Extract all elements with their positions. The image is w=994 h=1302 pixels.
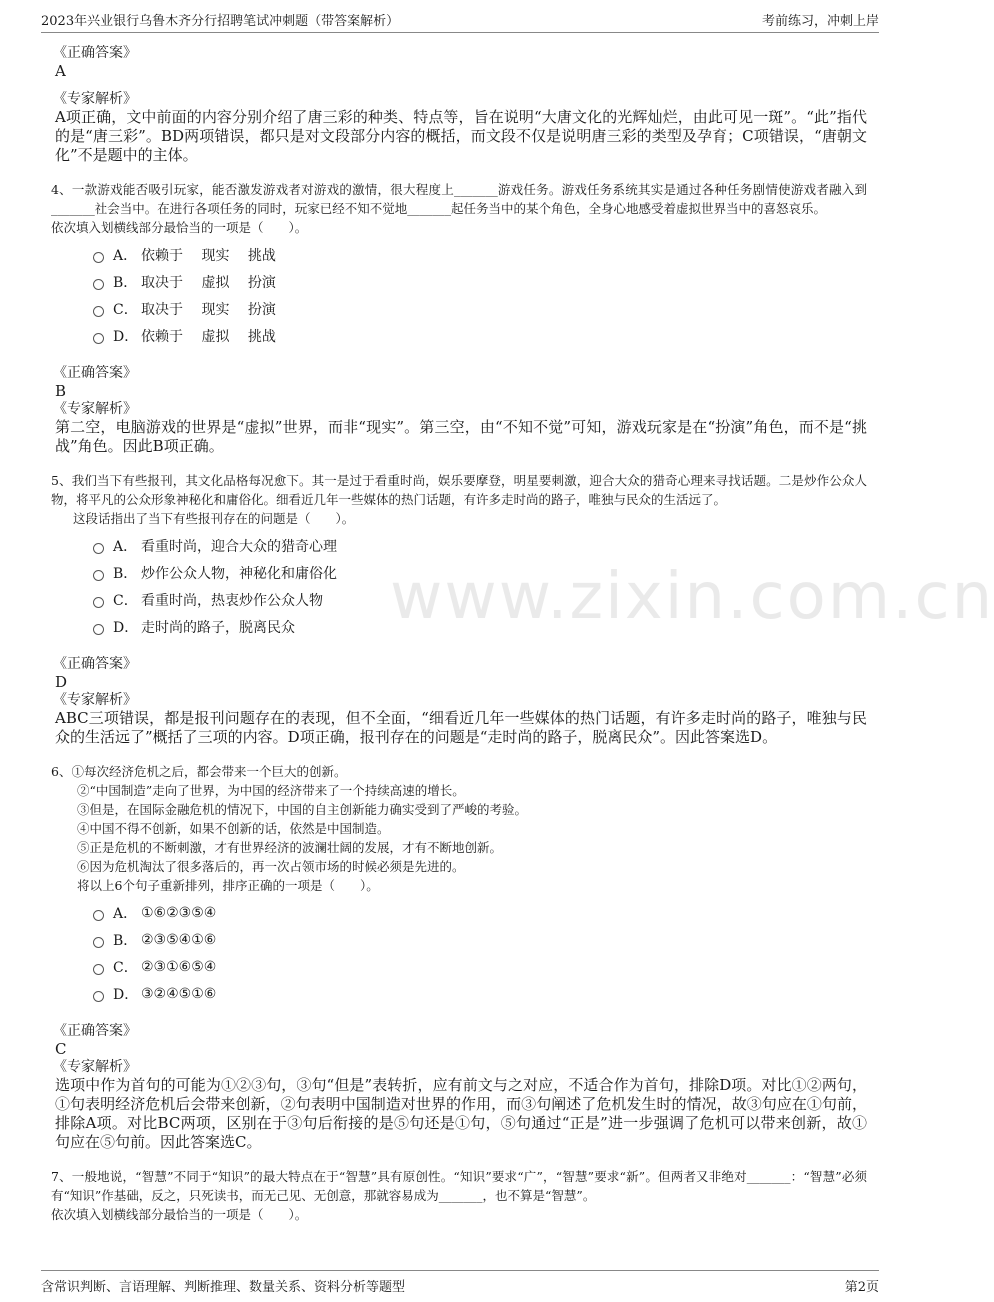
option-d[interactable] xyxy=(93,613,867,640)
option-c[interactable] xyxy=(93,953,867,980)
answer-value: D xyxy=(55,673,68,691)
question-prompt: 将以上6个句子重新排列，排序正确的一项是（ ）。 xyxy=(77,878,379,893)
option-text: 依赖于 虚拟 挑战 xyxy=(141,328,276,345)
option-letter: D． xyxy=(113,619,139,636)
option-letter: A． xyxy=(113,538,138,555)
question-prompt: 依次填入划横线部分最恰当的一项是（ ）。 xyxy=(51,220,308,235)
option-b[interactable] xyxy=(93,268,867,295)
question-5 xyxy=(51,471,867,747)
option-text: ②③①⑥⑤④ xyxy=(141,958,217,975)
option-c[interactable] xyxy=(93,295,867,322)
option-letter: C． xyxy=(113,301,138,318)
analysis-text: 第二空，电脑游戏的世界是“虚拟”世界，而非“现实”。第三空，由“不知不觉”可知，游戏玩家是在“扮演”角色，而不是“挑战”角色。因此B项正确。 xyxy=(55,418,867,455)
option-text: 依赖于 现实 挑战 xyxy=(141,247,276,264)
option-letter: A． xyxy=(113,247,138,264)
radio-icon[interactable] xyxy=(93,252,104,263)
radio-icon[interactable] xyxy=(93,333,104,344)
option-d[interactable] xyxy=(93,322,867,349)
option-letter: B． xyxy=(113,565,138,582)
sentence-4: ④中国不得不创新，如果不创新的话，依然是中国制造。 xyxy=(77,821,390,836)
radio-icon[interactable] xyxy=(93,991,104,1002)
option-text: 走时尚的路子，脱离民众 xyxy=(141,619,295,636)
page-footer xyxy=(41,1270,879,1295)
option-text: 看重时尚，迎合大众的猎奇心理 xyxy=(141,538,337,555)
analysis-label: 《专家解析》 xyxy=(53,91,137,107)
radio-icon[interactable] xyxy=(93,910,104,921)
radio-icon[interactable] xyxy=(93,570,104,581)
option-c[interactable] xyxy=(93,586,867,613)
option-text: 取决于 现实 扮演 xyxy=(141,301,276,318)
option-letter: C． xyxy=(113,959,138,976)
sentence-5: ⑤正是危机的不断刺激，才有世界经济的波澜壮阔的发展，才有不断地创新。 xyxy=(77,840,503,855)
option-b[interactable] xyxy=(93,926,867,953)
option-list xyxy=(93,899,867,1007)
option-text: ③②④⑤①⑥ xyxy=(141,985,217,1002)
question-7 xyxy=(51,1167,867,1224)
option-text: 看重时尚，热衷炒作公众人物 xyxy=(141,592,323,609)
option-text: 炒作公众人物，神秘化和庸俗化 xyxy=(141,565,337,582)
option-text: ①⑥②③⑤④ xyxy=(141,904,217,921)
question-prompt: 依次填入划横线部分最恰当的一项是（ ）。 xyxy=(51,1207,308,1222)
option-a[interactable] xyxy=(93,532,867,559)
option-letter: D． xyxy=(113,986,139,1003)
question-stem: 7、一般地说，“智慧”不同于“知识”的最大特点在于“智慧”具有原创性。“知识”要求“广”，“智慧”要求“新”。但两者又非绝对_______：“智慧”必须有“知识”作基础，反之，只死读书，而无己见、无创意，那就容易成为_______，也不算是“智慧”。 xyxy=(51,1169,867,1203)
page-content xyxy=(51,44,867,1224)
option-letter: C． xyxy=(113,592,138,609)
option-letter: B． xyxy=(113,932,138,949)
radio-icon[interactable] xyxy=(93,597,104,608)
answer-value: A xyxy=(55,62,66,80)
question-stem: 6、①每次经济危机之后，都会带来一个巨大的创新。 xyxy=(51,764,347,779)
option-letter: B． xyxy=(113,274,138,291)
option-list xyxy=(93,532,867,640)
option-letter: A． xyxy=(113,905,138,922)
question-6 xyxy=(51,762,867,1152)
analysis-text: ABC三项错误，都是报刊问题存在的表现，但不全面，“细看近几年一些媒体的热门话题，有许多走时尚的路子，唯独与民众的生活远了”概括了三项的内容。D项正确，报刊存在的问题是“走时尚的路子，脱离民众”。因此答案选D。 xyxy=(55,709,867,746)
analysis-label: 《专家解析》 xyxy=(53,401,137,417)
question-prompt: 这段话指出了当下有些报刊存在的问题是（ ）。 xyxy=(73,511,355,526)
header-slogan: 考前练习，冲刺上岸 xyxy=(761,14,879,29)
answer-label: 《正确答案》 xyxy=(53,365,137,381)
option-text: 取决于 虚拟 扮演 xyxy=(141,274,276,291)
option-b[interactable] xyxy=(93,559,867,586)
radio-icon[interactable] xyxy=(93,543,104,554)
radio-icon[interactable] xyxy=(93,964,104,975)
answer-value: C xyxy=(55,1040,67,1058)
prev-answer-block xyxy=(55,44,867,165)
sentence-2: ②“中国制造”走向了世界，为中国的经济带来了一个持续高速的增长。 xyxy=(77,783,465,798)
option-letter: D． xyxy=(113,328,139,345)
watermark: www.zixin.com.cn xyxy=(390,560,994,634)
analysis-label: 《专家解析》 xyxy=(53,1059,137,1075)
radio-icon[interactable] xyxy=(93,937,104,948)
document-title: 2023年兴业银行乌鲁木齐分行招聘笔试冲刺题（带答案解析） xyxy=(41,14,400,29)
analysis-label: 《专家解析》 xyxy=(53,692,137,708)
question-4 xyxy=(51,180,867,456)
option-text: ②③⑤④①⑥ xyxy=(141,931,217,948)
analysis-text: A项正确，文中前面的内容分别介绍了唐三彩的种类、特点等，旨在说明“大唐文化的光辉灿烂，由此可见一斑”。“此”指代的是“唐三彩”。BD两项错误，都只是对文段部分内容的概括，而文段不仅是说明唐三彩的类型及孕育；C项错误，“唐朝文化”不是题中的主体。 xyxy=(55,108,867,164)
page-header xyxy=(41,10,879,33)
radio-icon[interactable] xyxy=(93,306,104,317)
option-d[interactable] xyxy=(93,980,867,1007)
answer-label: 《正确答案》 xyxy=(53,45,137,61)
answer-label: 《正确答案》 xyxy=(53,1023,137,1039)
analysis-text: 选项中作为首句的可能为①②③句，③句“但是”表转折，应有前文与之对应，不适合作为首句，排除D项。对比①②两句，①句表明经济危机后会带来创新，②句表明中国制造对世界的作用，而③句阐述了危机发生时的情况，故③句应在①句前，排除A项。对比BC两项，区别在于③句后衔接的是⑤句还是①句，⑤句通过“正是”进一步强调了危机可以带来创新，故①句应在⑤句前。因此答案选C。 xyxy=(55,1076,867,1151)
question-stem: 5、我们当下有些报刊，其文化品格每况愈下。其一是过于看重时尚，娱乐要摩登，明星要刺激，迎合大众的猎奇心理来寻找话题。二是炒作公众人物，将平凡的公众形象神秘化和庸俗化。细看近几年一些媒体的热门话题，有许多走时尚的路子，唯独与民众的生活远了。 xyxy=(51,473,867,507)
radio-icon[interactable] xyxy=(93,279,104,290)
answer-value: B xyxy=(55,382,67,400)
radio-icon[interactable] xyxy=(93,624,104,635)
option-a[interactable] xyxy=(93,241,867,268)
option-a[interactable] xyxy=(93,899,867,926)
question-stem: 4、一款游戏能否吸引玩家，能否激发游戏者对游戏的激情，很大程度上_______游戏任务。游戏任务系统其实是通过各种任务剧情使游戏者融入到_______社会当中。在进行各项任务的同时，玩家已经不知不觉地_______起任务当中的某个角色，全身心地感受着虚拟世界当中的喜怒哀乐。 xyxy=(51,182,867,216)
footer-note: 含常识判断、言语理解、判断推理、数量关系、资料分析等题型 xyxy=(41,1280,406,1295)
sentence-6: ⑥因为危机淘汰了很多落后的，再一次占领市场的时候必须是先进的。 xyxy=(77,859,465,874)
option-list xyxy=(93,241,867,349)
page-number: 第2页 xyxy=(844,1280,879,1295)
answer-label: 《正确答案》 xyxy=(53,656,137,672)
sentence-3: ③但是，在国际金融危机的情况下，中国的自主创新能力确实受到了严峻的考验。 xyxy=(77,802,528,817)
